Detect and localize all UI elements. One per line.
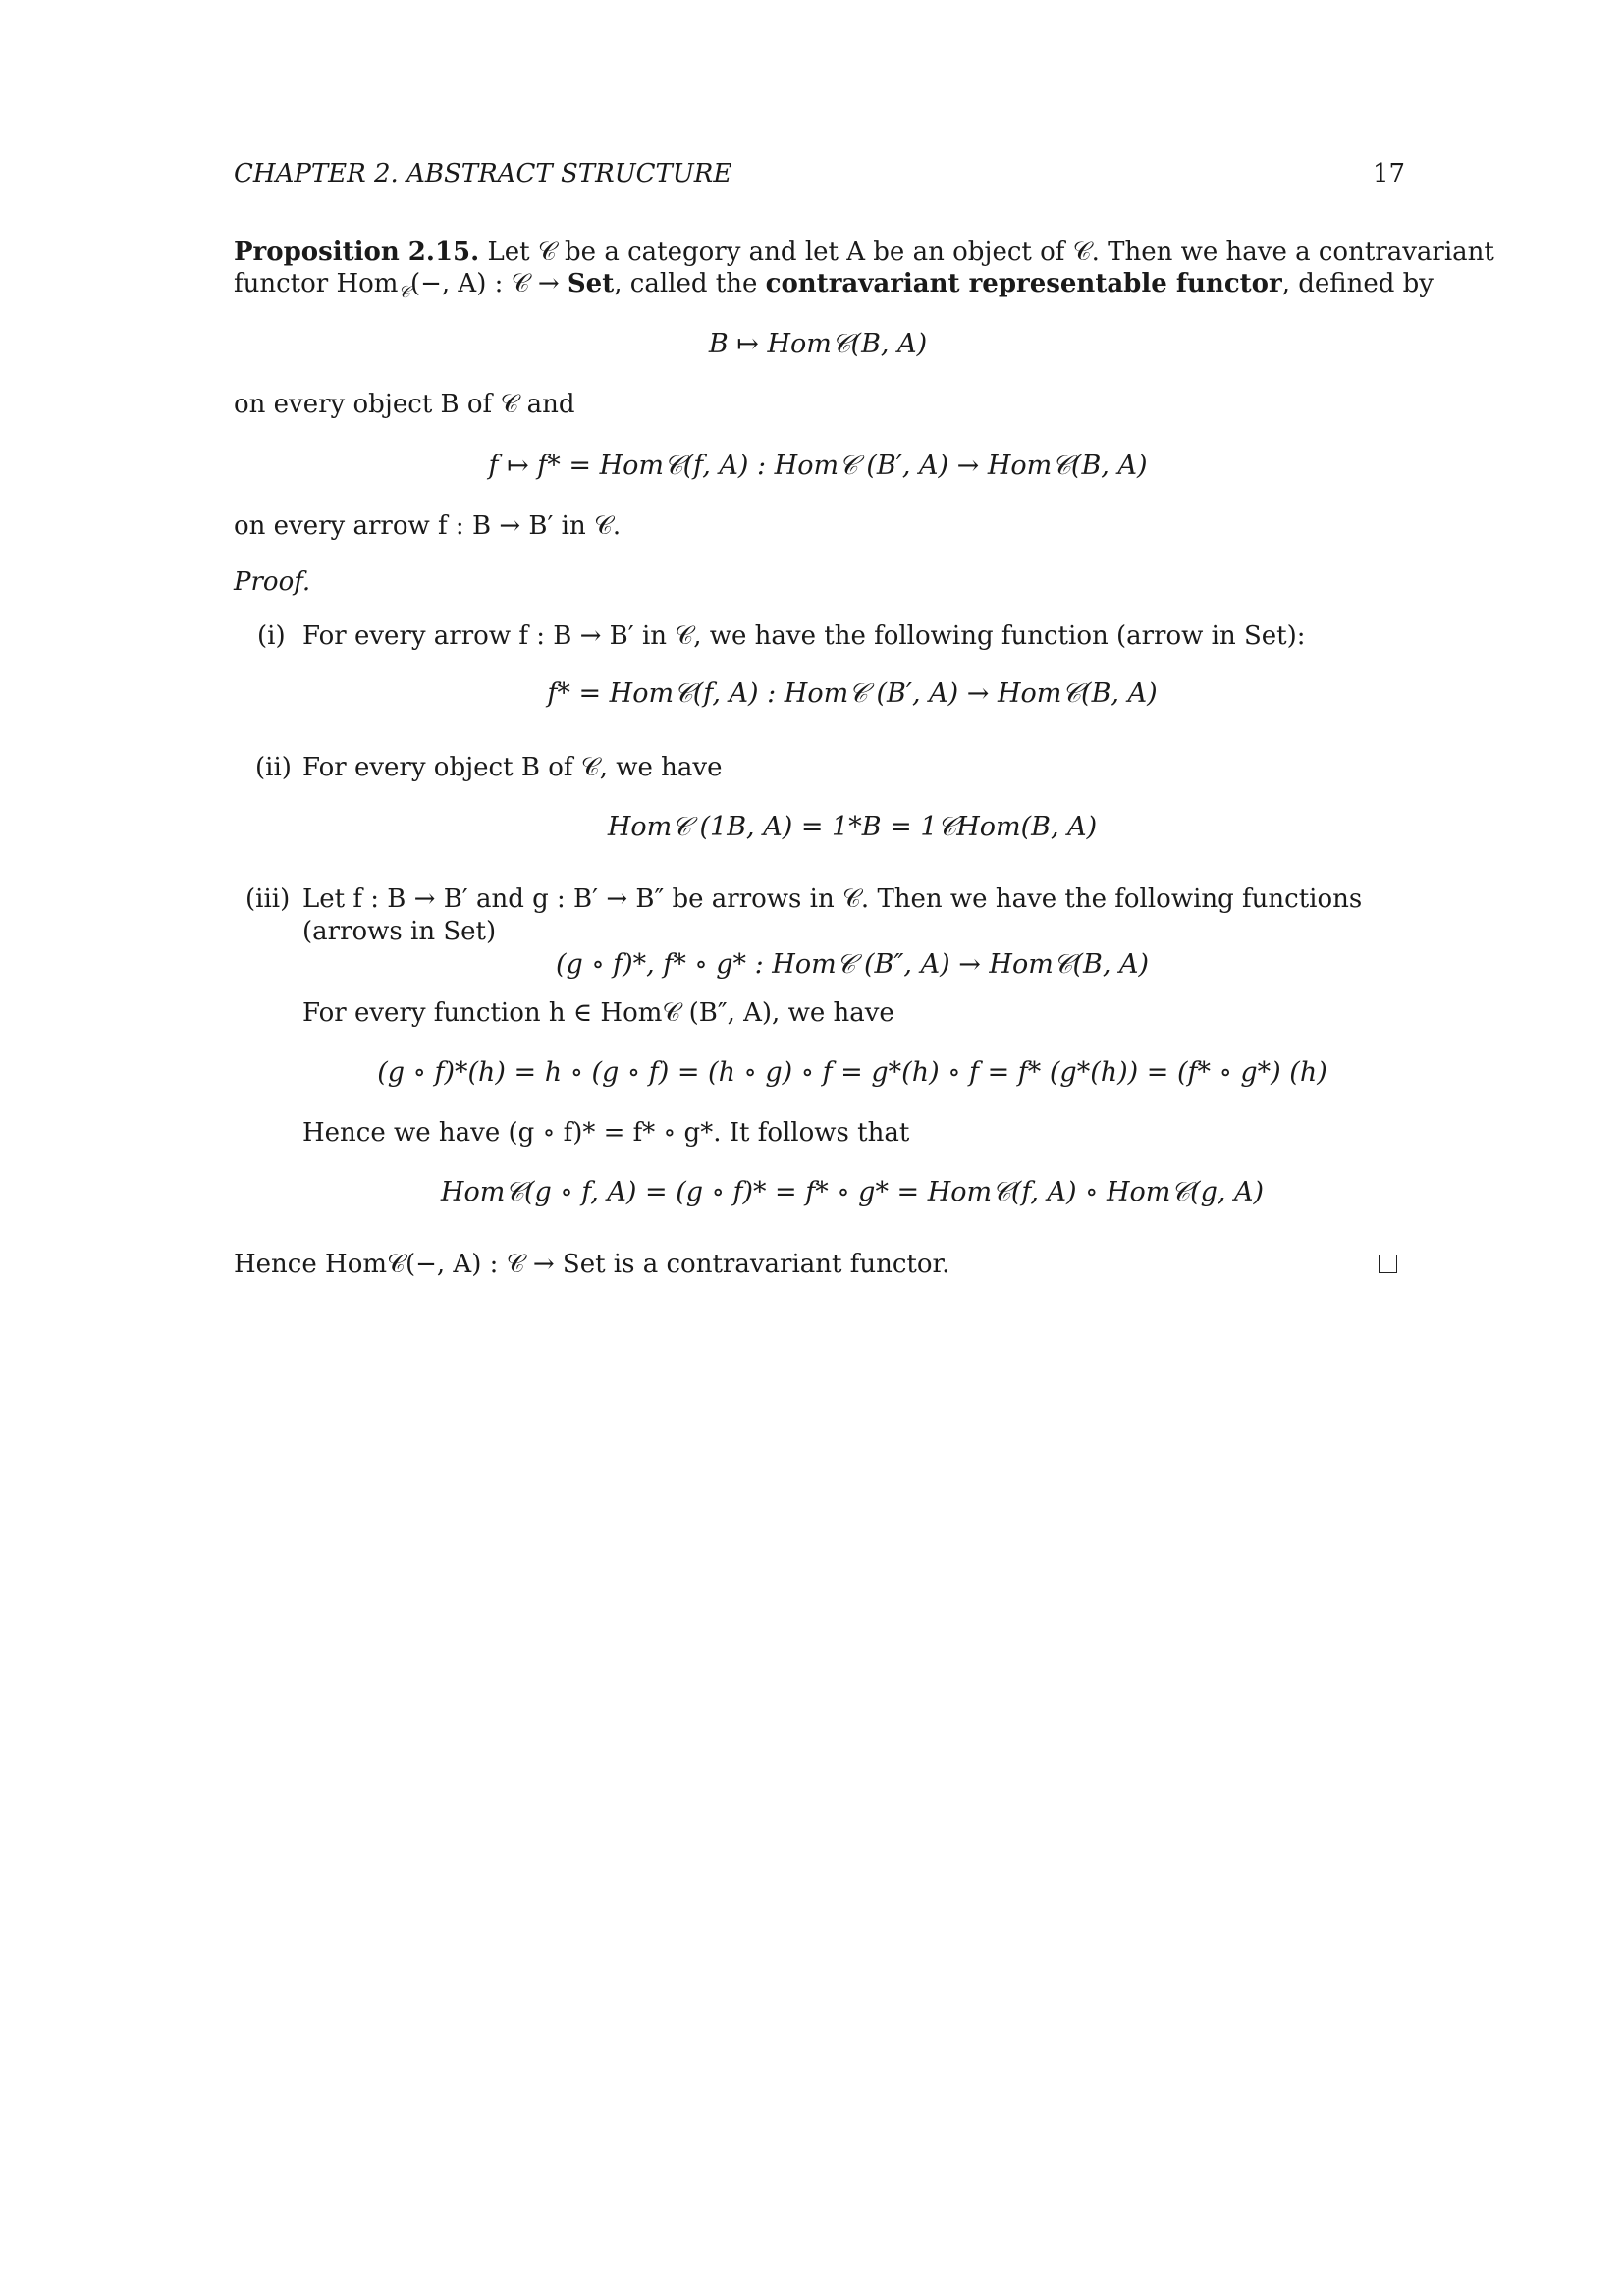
item-iii-text-3: Hence we have (g ∘ f)* = f* ∘ g*. It follows that (302, 1118, 910, 1148)
proposition-text-2b: (−, A) : 𝒞 → (409, 269, 568, 298)
equation-item-iii-functions: (g ∘ f)*, f* ∘ g* : Hom𝒞 (B″, A) → Hom𝒞(B, A) (555, 949, 1150, 980)
item-i-text: For every arrow f : B → B′ in 𝒞, we have the following function (arrow in Set): (302, 621, 1306, 651)
proposition-text-2c: , called the (614, 269, 766, 298)
qed-square-icon (1379, 1255, 1397, 1273)
text-on-every-arrow: on every arrow f : B → B′ in 𝒞. (234, 511, 622, 541)
item-marker-ii: (ii) (255, 753, 292, 782)
item-ii-text: For every object B of 𝒞, we have (302, 753, 723, 782)
equation-arrow-map: f ↦ f* = Hom𝒞(f, A) : Hom𝒞 (B′, A) → Hom𝒞(B, A) (488, 451, 1148, 481)
item-iii-text-cont: (arrows in Set) (302, 917, 497, 946)
proof-label: Proof. (234, 567, 311, 597)
proposition-text-2a: functor Hom (234, 269, 399, 298)
item-marker-i: (i) (257, 621, 286, 651)
page-number: 17 (1373, 159, 1406, 188)
proof-conclusion: Hence Hom𝒞(−, A) : 𝒞 → Set is a contravariant functor. (234, 1250, 950, 1279)
proposition-text-2d: , defined by (1281, 269, 1434, 298)
equation-object-map: B ↦ Hom𝒞(B, A) (708, 329, 928, 359)
text-on-every-object: on every object B of 𝒞 and (234, 390, 575, 419)
hom-subscript: 𝒞 (398, 283, 410, 303)
item-iii-text: Let f : B → B′ and g : B′ → B″ be arrows in 𝒞. Then we have the following functions (302, 884, 1363, 914)
proposition-line-2 (234, 268, 1434, 303)
running-header-chapter: CHAPTER 2. ABSTRACT STRUCTURE (234, 159, 732, 188)
item-marker-iii: (iii) (245, 884, 291, 914)
equation-item-ii: Hom𝒞 (1B, A) = 1*B = 1𝒞Hom(B, A) (607, 812, 1098, 842)
defined-term: contravariant representable functor (765, 269, 1282, 298)
equation-item-i: f* = Hom𝒞(f, A) : Hom𝒞 (B′, A) → Hom𝒞(B, A) (547, 678, 1158, 709)
item-iii-text-2: For every function h ∈ Hom𝒞 (B″, A), we have (302, 998, 894, 1028)
proposition-text-1: Let 𝒞 be a category and let A be an object of 𝒞. Then we have a contravariant (479, 238, 1494, 267)
equation-item-iii-composition: (g ∘ f)*(h) = h ∘ (g ∘ f) = (h ∘ g) ∘ f = g*(h) ∘ f = f* (g*(h)) = (f* ∘ g*) (h) (377, 1057, 1327, 1088)
set-category: Set (567, 269, 615, 298)
proposition-label: Proposition 2.15. (234, 238, 480, 267)
equation-item-iii-hom: Hom𝒞(g ∘ f, A) = (g ∘ f)* = f* ∘ g* = Hom𝒞(f, A) ∘ Hom𝒞(g, A) (440, 1177, 1265, 1207)
proposition-line-1 (234, 237, 1494, 268)
